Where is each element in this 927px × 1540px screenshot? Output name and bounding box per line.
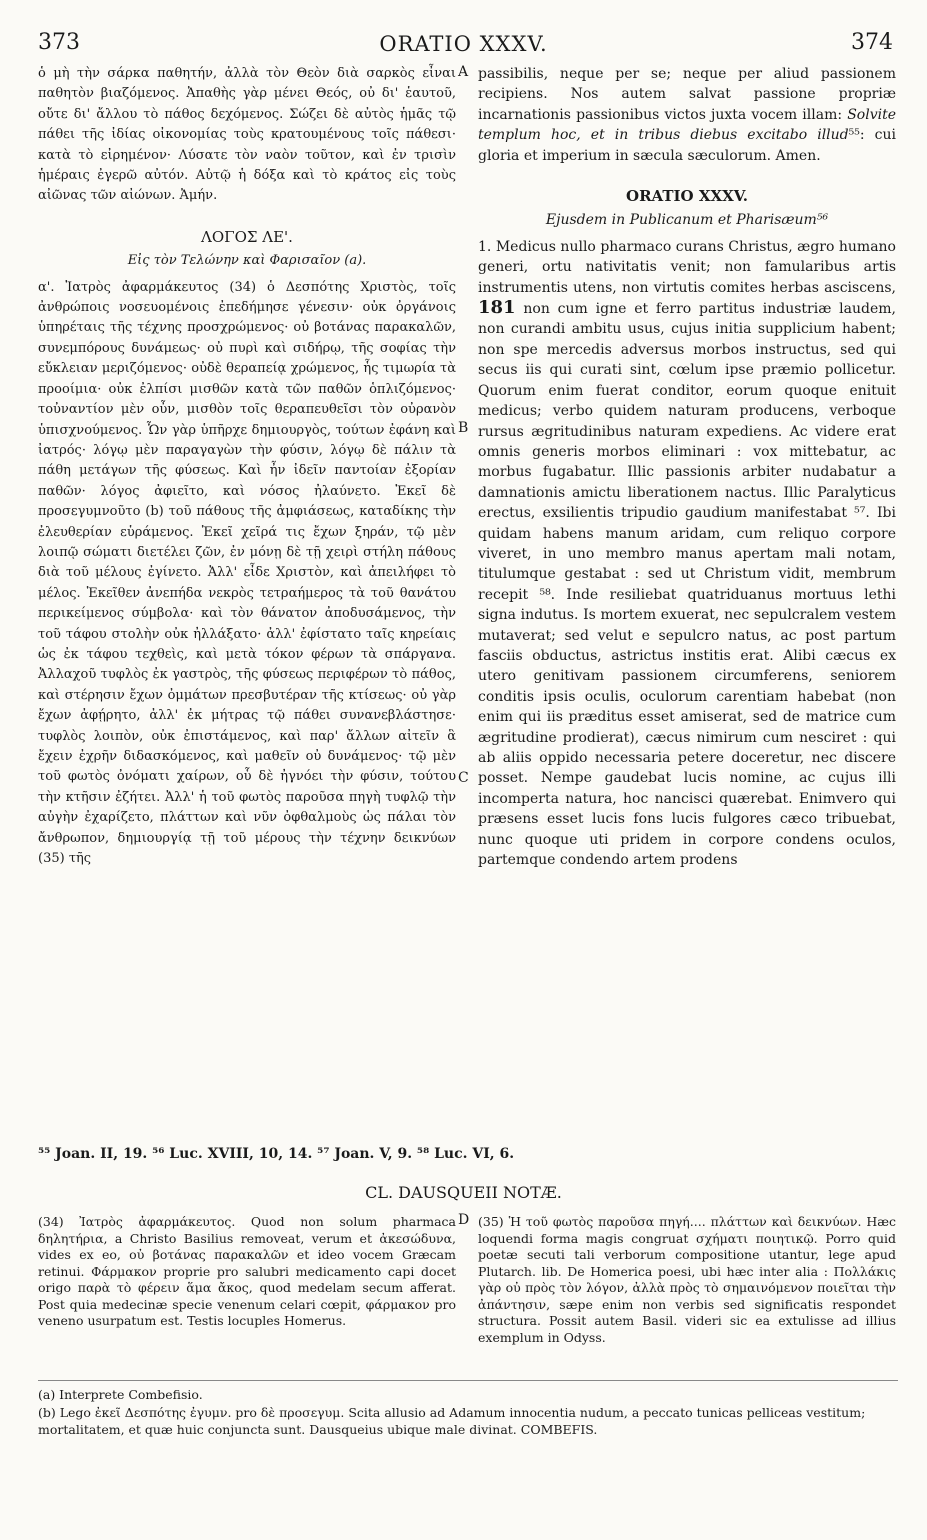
footnote-a: (a) Interprete Combefisio. [38, 1387, 203, 1402]
greek-column [38, 64, 456, 869]
margin-letter-a: A [458, 64, 469, 80]
greek-heading: ΛΟΓΟΣ ΛΕ'. [201, 227, 293, 246]
footnote-divider [38, 1380, 898, 1381]
latin-heading: ORATIO XXXV. [626, 187, 748, 206]
latin-intro-ref: ⁵⁵ [848, 127, 860, 144]
note-35: (35) Ἡ τοῦ φωτὸς παροῦσα πηγή.... πλάττων καὶ δεικνύων. Hæc loquendi forma magis congruat σχήματι ποιητικῷ. Porro quid poetæ secuti tali verborum compositione utantur, lege apud Plutarch. lib. De Homerica poesi, ubi hæc inter alia : Πολλάκις γὰρ οὐ πρὸς τὸν λόγον, ἀλλὰ πρὸς τὸ σημαινόμενον ποιεῖται τὴν ἀπάντησιν, sæpe enim non verbis sed significatis respondet structura. Possit autem Basil. videri sic ea extulisse ad illius exemplum in Odyss. [478, 1214, 896, 1345]
margin-letter-d: D [458, 1212, 470, 1228]
greek-intro: ὁ μὴ τὴν σάρκα παθητήν, ἀλλὰ τὸν Θεὸν διὰ σαρκὸς εἶναι παθητὸν βιαζόμενος. Ἀπαθὴς γὰρ μένει Θεός, οὐ δι' ἑαυτοῦ, οὔτε δι' ἄλλου τὸ πάθος δεχόμενος. Σώζει δὲ αὐτὸς ἡμᾶς τῷ πάθει τῆς ἰδίας οἰκονομίας τοὺς κρατουμένους τοῖς πάθεσι· κατὰ τὸ εἰρημένον· Λύσατε τὸν ναὸν τοῦτον, καὶ ἐν τρισὶν ἡμέραις ἐγερῶ αὐτόν. Αὐτῷ ἡ δόξα καὶ τὸ κράτος εἰς τοὺς αἰῶνας τῶν αἰώνων. Ἀμήν. [38, 66, 456, 204]
greek-subheading: Εἰς τὸν Τελώνην καὶ Φαρισαῖον (a). [127, 253, 367, 269]
running-title: ORATIO XXXV. [379, 32, 548, 56]
margin-letter-c: C [458, 770, 469, 786]
right-page-number: 374 [851, 30, 893, 55]
footnote-b: (b) Lego ἐκεῖ Δεσπότης ἐγυμν. pro δὲ προσεγυμ. Scita allusio ad Adamum innocentia nudum, a peccato tunicas pelliceas vestitum; mortalitatem, et quæ huic conjuncta sunt. Dausqueius ubique male divinat. COMBEFIS. [38, 1405, 866, 1437]
latin-intro: passibilis, neque per se; neque per aliud passionem recipiens. Nos autem salvat passione propriæ incarnationis passionibus victos juxta vocem illam: Solvite templum hoc, et in tribus diebus excitabo illud⁵⁵: cui gloria et imperium in sæcula sæculorum. Amen. [478, 66, 896, 164]
scripture-references: ⁵⁵ Joan. II, 19. ⁵⁶ Luc. XVIII, 10, 14. ⁵⁷ Joan. V, 9. ⁵⁸ Luc. VI, 6. [38, 1146, 515, 1162]
latin-body: 1. Medicus nullo pharmaco curans Christus, ægro humano generi, ortu nativitatis venit; non famularibus artis instrumentis utens, non virtutis comites herbas asciscens, 181 non cum igne et ferro partitus industriæ laudem, non curandi ambitu usus, cujus initia supplicium habent; non spe mercedis adversus morbos instructus, sed qui secus iis qui curati sint, cœlum ipse præmio pollicetur. Quorum enim fuerat conditor, eorum quoque enituit medicus; verbo quidem naturam producens, verboque rursus ægritudinibus naturam expediens. Ac videre erat omnis generis morbos eliminari : vox mittebatur, ac morbus fugabatur. Illic passionis arbiter nudabatur a damnationis amictu liberationem nactus. Illic Paralyticus erectus, exsilientis tripudio gaudium manifestabat ⁵⁷. Ibi quidam habens manum aridam, cum reliquo corpore viveret, in uno membro manus apertam mali notam, titulumque gestabat : sed ut Christum vidit, membrum recepit ⁵⁸. Inde resiliebat quatriduanus mortuus lethi signa indutus. Is mortem exuerat, nec sepulcralem vestem mutaverat; sed velut e sepulcro natus, ac post partum fasciis obductus, astrictus institis erat. Alibi cæcus ex utero genitivam passionem circumferens, seniorem conditis ipsis oculis, oculorum carentiam habebat (non enim qui iis præditus esset amiserat, sed de matrice cum ægritudine prodierat), cæcus nimirum cum nesciret : qui ab aliis oppido necessaria petere doceretur, nec discere posset. Nempe gaudebat lucis nomine, ac cujus illi incomperta natura, hoc nancisci quærebat. Enimvero qui præsens esset lucis fons lucis fulgores cæco tribuebat, nunc quoque uti pridem in corpore condens oculos, partemque condendo artem prodens [478, 238, 896, 869]
latin-subheading: Ejusdem in Publicanum et Pharisæum⁵⁶ [545, 212, 829, 229]
column-number: 181 [478, 297, 516, 319]
margin-letter-b: B [458, 420, 469, 436]
greek-body: α'. Ἰατρὸς ἀφαρμάκευτος (34) ὁ Δεσπότης Χριστὸς, τοῖς ἀνθρώποις νοσευομένοις ἐπεδήμησε γένεσιν· οὐκ ὀργάνοις ὑπηρέταις τῆς τέχνης προσχρώμενος· οὐ βοτάνας παρακαλῶν, συνεμπόρους δυνάμεως· οὐ πυρὶ καὶ σιδήρῳ, τῆς σοφίας τὴν εὔκλειαν μεριζόμενος· οὐδὲ θεραπείᾳ χρώμενος, ἧς τιμωρία τὰ προοίμια· οὐκ ἐλπίσι μισθῶν κατὰ τῶν παθῶν ὁπλιζόμενος· τοὐναντίον μὲν οὖν, μισθὸν τοῖς θεραπευθεῖσι τὸν οὐρανὸν ὑπισχνούμενος. Ὧν γὰρ ὑπῆρχε δημιουργὸς, τούτων ἐφάνη καὶ ἰατρός· λόγῳ μὲν παραγαγὼν τὴν φύσιν, λόγῳ δὲ πάλιν τὰ πάθη μετάγων τῆς φύσεως. Καὶ ἦν ἰδεῖν παντοίαν ἐξορίαν παθῶν· λόγος ἀφιεῖτο, καὶ νόσος ἠλαύνετο. Ἐκεῖ δὲ προσεγυμνοῦτο (b) τοῦ πάθους τῆς ἀμφιάσεως, καταδίκης τὴν ἐλευθερίαν εὑράμενος. Ἐκεῖ χεῖρά τις ἔχων ξηράν, τῷ μὲν λοιπῷ σώματι διετέλει ζῶν, ἐν μόνῃ δὲ τῇ χειρὶ στήλη πάθους διὰ τοῦ μέλους ἐγίνετο. Ἀλλ' εἶδε Χριστὸν, καὶ ἀπειλήφει τὸ μέλος. Ἐκεῖθεν ἀνεπήδα νεκρὸς τετραήμερος τὰ τοῦ θανάτου περικείμενος σύμβολα· καὶ τὸν θάνατον ἀποδυσάμενος, τὴν τοῦ τάφου στολὴν οὐκ ἠλλάξατο· ἀλλ' ἐφίστατο ταῖς κηρείαις ὡς ἐκ τάφου τεχθεὶς, καὶ μετὰ τόκον φέρων τὰ σπάργανα. Ἀλλαχοῦ τυφλὸς ἐκ γαστρὸς, τῆς φύσεως περιφέρων τὸ πάθος, καὶ στέρησιν ἔχων ὀμμάτων πρεσβυτέραν τῆς κτίσεως· οὐ γὰρ ἔχων ἀφῄρητο, ἀλλ' ἐκ μήτρας τῷ πάθει συνανεβλάστησε· τυφλὸς λοιπὸν, οὐκ ἐπιστάμενος, καὶ παρ' ἄλλων αἰτεῖν ἃ ἔχειν ἐχρῆν διδασκόμενος, καὶ μαθεῖν οὐ δυνάμενος· τῷ μὲν τοῦ φωτὸς ὀνόματι χαίρων, οὗ δὲ ἠγνόει τὴν φύσιν, τούτου τὴν κτῆσιν ἐζήτει. Ἀλλ' ἡ τοῦ φωτὸς παροῦσα πηγὴ τυφλῷ τὴν αὐγὴν ἐχαρίζετο, πλάττων καὶ νῦν ὀφθαλμοὺς ὡς πάλαι τὸν ἄνθρωπον, δημιουργίᾳ τῇ τοῦ μέρους τὴν τέχνην δεικνύων (35) τῆς [38, 279, 456, 867]
latin-intro-quote: Solvite templum hoc, et in tribus diebus excitabo illud [478, 106, 896, 144]
left-page-number: 373 [38, 30, 80, 55]
latin-column [478, 64, 896, 870]
notes-title: CL. DAUSQUEII NOTÆ. [365, 1183, 562, 1202]
note-34: (34) Ἰατρὸς ἀφαρμάκευτος. Quod non solum pharmaca δηλητήρια, a Christo Basilius removeat, verum et ἀκεσώδυνα, vides ex eo, οὐ βοτάνας παρακαλῶν et ideo vocem Græcam retinui. Φάρμακον proprie pro salubri medicamento capi docet origo παρὰ τὸ φέρειν ἅμα ἄκος, quod medelam secum afferat. Post quia medecinæ specie venenum celari cœpit, φάρμακον pro veneno usurpatum est. Testis locuples Homerus. [38, 1214, 456, 1328]
